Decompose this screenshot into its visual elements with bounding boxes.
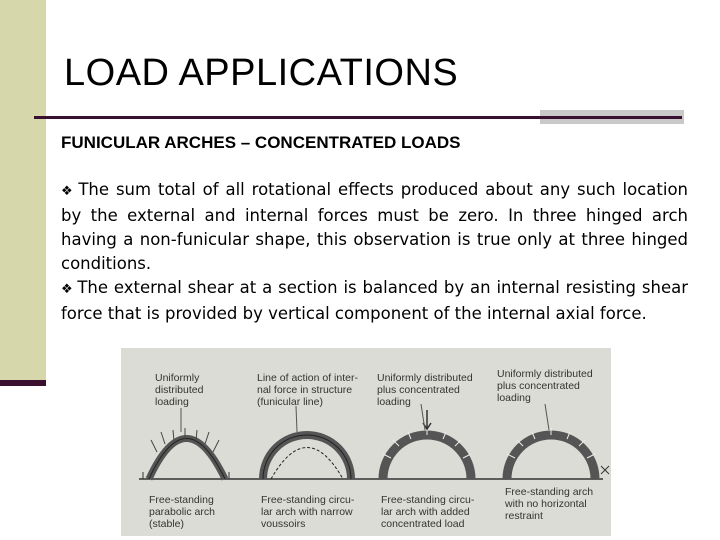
arch-diagram-figure <box>121 348 611 536</box>
slide-subtitle: FUNICULAR ARCHES – CONCENTRATED LOADS <box>61 133 461 152</box>
paragraph-text: The external shear at a section is balanced by an internal resisting shear force that is provided by vertical component of the internal axial force. <box>61 278 689 323</box>
circular-arch-load-icon <box>383 410 471 479</box>
paragraph <box>61 276 688 326</box>
figure-label-bottom-2: Free-standing circu- lar arch with narrow voussoirs <box>261 494 355 530</box>
figure-label-top-3: Uniformly distributed plus concentrated loading <box>377 372 473 408</box>
figure-label-bottom-1: Free-standing parabolic arch (stable) <box>149 494 215 530</box>
paragraph-text: The sum total of all rotational effects produced about any such location by the external and internal forces must be zero. In three hinged arch having a non-funicular shape, this observation is true only at three hinged conditions. <box>61 180 688 273</box>
sidebar-accent <box>0 0 46 380</box>
bullet-icon: ❖ <box>61 184 75 199</box>
title-underline <box>34 116 682 119</box>
body-text <box>61 178 688 326</box>
sidebar-accent-bar <box>0 380 46 386</box>
figure-label-bottom-4: Free-standing arch with no horizontal restraint <box>505 486 594 522</box>
unrestrained-arch-icon <box>507 428 609 479</box>
figure-label-top-1: Uniformly distributed loading <box>155 372 204 408</box>
slide-title: LOAD APPLICATIONS <box>64 52 459 94</box>
figure-label-top-4: Uniformly distributed plus concentrated loading <box>497 368 593 404</box>
paragraph <box>61 178 688 276</box>
circular-arch-voussoirs-icon <box>263 435 351 479</box>
bullet-icon: ❖ <box>61 282 74 297</box>
figure-label-top-2: Line of action of inter- nal force in structure (funicular line) <box>257 372 358 408</box>
parabolic-arch-icon <box>143 428 229 479</box>
figure-label-bottom-3: Free-standing circu- lar arch with added concentrated load <box>381 494 475 530</box>
